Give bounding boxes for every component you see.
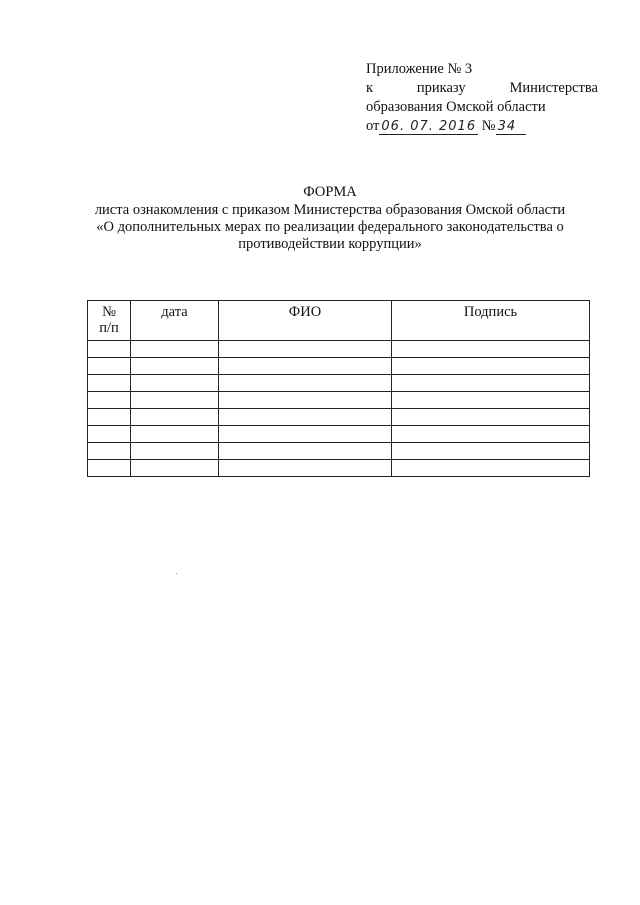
cell-signature[interactable] bbox=[392, 392, 590, 409]
appendix-number-label: № bbox=[481, 118, 496, 134]
scan-speck bbox=[176, 573, 177, 574]
table-row bbox=[88, 443, 590, 460]
cell-fio[interactable] bbox=[219, 392, 392, 409]
cell-signature[interactable] bbox=[392, 358, 590, 375]
appendix-k: к bbox=[366, 80, 374, 96]
cell-signature[interactable] bbox=[392, 443, 590, 460]
cell-fio[interactable] bbox=[219, 341, 392, 358]
table-row bbox=[88, 358, 590, 375]
order-title-line-2: противодействии коррупции» bbox=[238, 236, 422, 252]
table-row bbox=[88, 341, 590, 358]
appendix-prikazu: приказу bbox=[416, 80, 466, 96]
appendix-from-label: от bbox=[366, 118, 380, 134]
cell-fio[interactable] bbox=[219, 375, 392, 392]
cell-number[interactable] bbox=[88, 409, 131, 426]
cell-signature[interactable] bbox=[392, 409, 590, 426]
cell-number[interactable] bbox=[88, 426, 131, 443]
appendix-title: Приложение № 3 bbox=[366, 61, 473, 77]
table-header-row bbox=[88, 301, 590, 341]
table-body bbox=[88, 341, 590, 477]
form-label: ФОРМА bbox=[303, 184, 357, 200]
cell-fio[interactable] bbox=[219, 426, 392, 443]
form-subtitle: листа ознакомления с приказом Министерства образования Омской области bbox=[94, 202, 566, 218]
cell-date[interactable] bbox=[131, 460, 219, 477]
appendix-date-number-line bbox=[366, 117, 598, 136]
header-number-sign: № bbox=[102, 304, 116, 320]
cell-fio[interactable] bbox=[219, 443, 392, 460]
header-date: дата bbox=[131, 301, 219, 341]
cell-number[interactable] bbox=[88, 341, 131, 358]
header-fio: ФИО bbox=[219, 301, 392, 341]
cell-number[interactable] bbox=[88, 443, 131, 460]
handwritten-number: 34 bbox=[496, 120, 527, 135]
cell-signature[interactable] bbox=[392, 426, 590, 443]
cell-date[interactable] bbox=[131, 426, 219, 443]
table-row bbox=[88, 460, 590, 477]
cell-number[interactable] bbox=[88, 375, 131, 392]
cell-date[interactable] bbox=[131, 392, 219, 409]
handwritten-date: 06. 07. 2016 bbox=[381, 119, 477, 134]
header-signature: Подпись bbox=[392, 301, 590, 341]
cell-fio[interactable] bbox=[219, 409, 392, 426]
table-row bbox=[88, 375, 590, 392]
table-row bbox=[88, 392, 590, 409]
cell-date[interactable] bbox=[131, 341, 219, 358]
appendix-ministry-name: образования Омской области bbox=[366, 99, 546, 115]
appendix-ministry: Министерства bbox=[509, 80, 598, 96]
cell-signature[interactable] bbox=[392, 375, 590, 392]
table-row bbox=[88, 426, 590, 443]
table-row bbox=[88, 409, 590, 426]
cell-number[interactable] bbox=[88, 392, 131, 409]
cell-fio[interactable] bbox=[219, 358, 392, 375]
header-number-pp: п/п bbox=[99, 320, 119, 336]
cell-signature[interactable] bbox=[392, 341, 590, 358]
cell-date[interactable] bbox=[131, 443, 219, 460]
cell-signature[interactable] bbox=[392, 460, 590, 477]
appendix-order-reference bbox=[366, 79, 598, 98]
cell-fio[interactable] bbox=[219, 460, 392, 477]
cell-date[interactable] bbox=[131, 358, 219, 375]
appendix-block bbox=[366, 60, 598, 136]
cell-number[interactable] bbox=[88, 460, 131, 477]
cell-number[interactable] bbox=[88, 358, 131, 375]
acknowledgement-table bbox=[87, 300, 590, 477]
order-title-line-1: «О дополнительных мерах по реализации федерального законодательства о bbox=[96, 219, 564, 235]
form-heading bbox=[80, 184, 580, 253]
header-number bbox=[88, 301, 131, 341]
cell-date[interactable] bbox=[131, 375, 219, 392]
cell-date[interactable] bbox=[131, 409, 219, 426]
